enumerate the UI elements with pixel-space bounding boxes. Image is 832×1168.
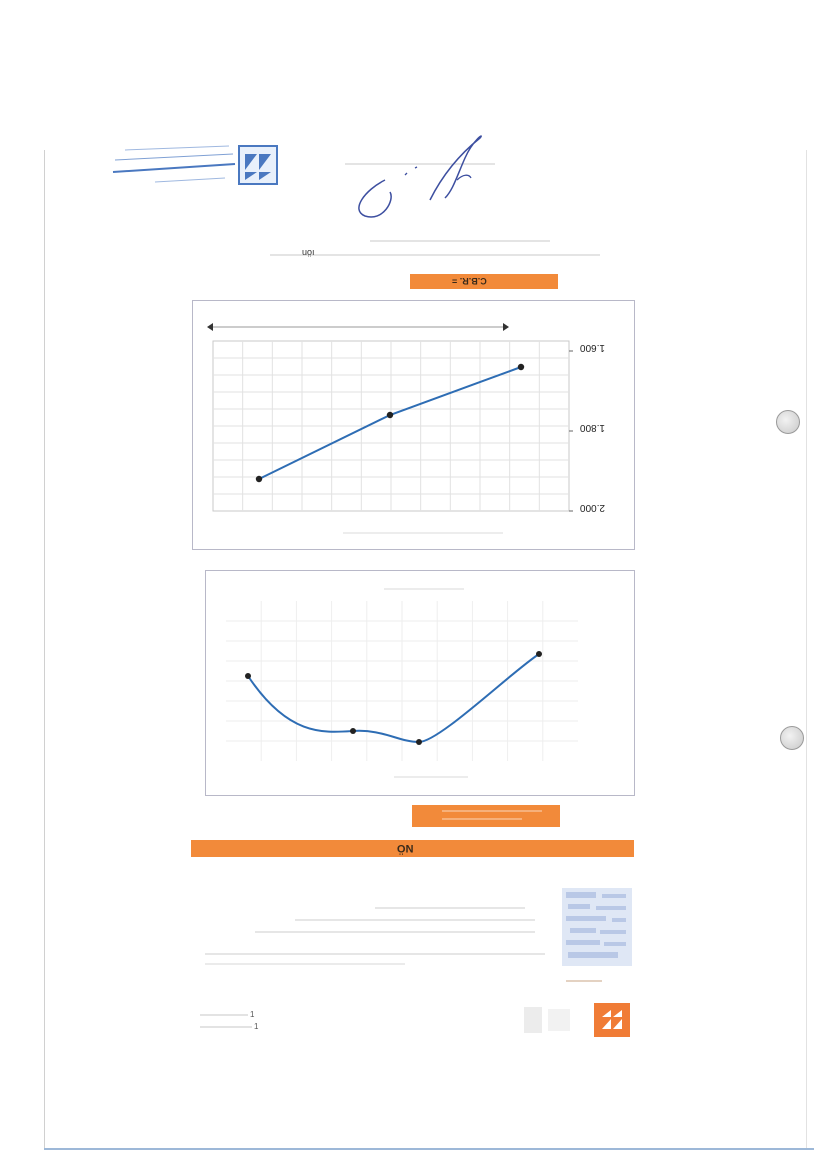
footer-mark-2: 1 <box>254 1022 259 1031</box>
cbr-bar <box>410 274 558 289</box>
range-arrow-right <box>503 323 509 331</box>
header-fragment: ıön <box>302 248 315 258</box>
footer-mark-1: 1 <box>250 1010 255 1019</box>
faint-header-text <box>250 236 630 266</box>
blue-stamp-block <box>562 888 632 966</box>
data-point <box>416 739 422 745</box>
page-edge-right <box>806 150 807 1150</box>
faint-logo-icon <box>522 1005 574 1035</box>
company-stamp <box>105 130 285 190</box>
signature <box>345 130 505 225</box>
y-tick-label: 1.600 <box>579 342 605 353</box>
page-edge-left <box>44 150 45 1150</box>
company-logo-icon <box>594 1003 630 1037</box>
y-tick-label: 2.000 <box>579 502 605 513</box>
punch-hole-bottom <box>780 726 804 750</box>
data-point <box>350 728 356 734</box>
series-curve <box>248 654 539 742</box>
page-edge-bottom <box>44 1148 814 1150</box>
y-tick-label: 1.800 <box>579 422 605 433</box>
data-point <box>256 476 262 482</box>
section-bar <box>191 840 634 857</box>
curve-chart-svg <box>206 571 634 795</box>
footer-left <box>200 1012 270 1036</box>
data-point <box>245 673 251 679</box>
data-point <box>387 412 393 418</box>
density-chart <box>192 300 635 550</box>
faint-caption <box>566 980 602 982</box>
result-bar <box>412 805 560 827</box>
section-bar-text: NÖ <box>397 842 414 854</box>
data-point <box>518 364 524 370</box>
density-chart-svg <box>193 301 634 549</box>
faint-paragraph <box>195 895 550 970</box>
curve-chart <box>205 570 635 796</box>
punch-hole-top <box>776 410 800 434</box>
range-arrow-left <box>207 323 213 331</box>
cbr-label: C.B.R. = <box>452 276 487 286</box>
data-point <box>536 651 542 657</box>
